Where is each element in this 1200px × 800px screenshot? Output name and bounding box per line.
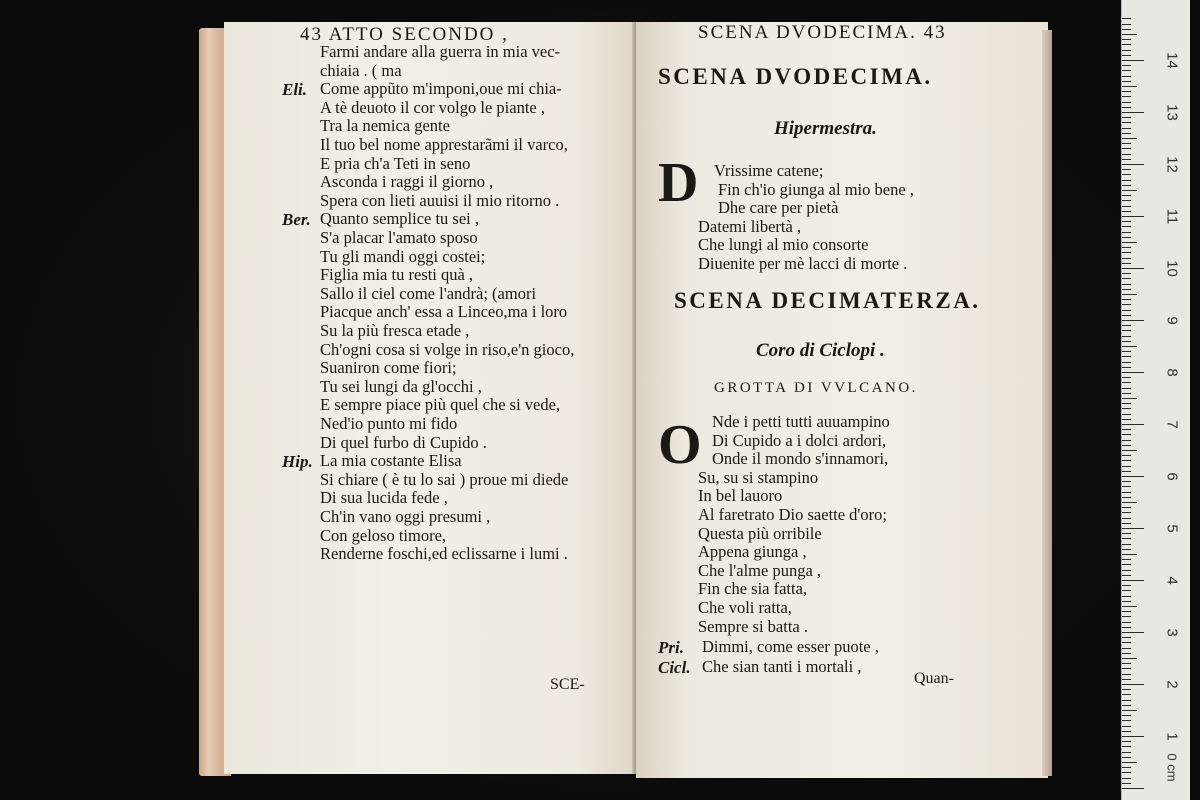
ruler-tick (1122, 362, 1131, 363)
ruler-tick (1122, 486, 1131, 487)
left-catchword: SCE- (550, 676, 585, 693)
verse-line: Asconda i raggi il giorno , (320, 172, 494, 192)
ruler-tick (1122, 414, 1131, 415)
ruler-tick (1122, 325, 1131, 326)
verse-line: Su, su si stampino (698, 467, 819, 487)
ruler-tick (1122, 554, 1137, 555)
ruler-number: 11 (1163, 208, 1181, 225)
ruler-number: 14 (1163, 52, 1181, 69)
ruler-tick (1122, 65, 1131, 66)
ruler-tick (1122, 50, 1131, 51)
ruler-tick (1122, 159, 1131, 160)
ruler-number: 5 (1163, 524, 1181, 533)
ruler-tick (1122, 606, 1137, 607)
ruler-number: 1 (1163, 732, 1181, 741)
verse-line: E sempre piace più quel che si vede, (320, 395, 561, 415)
ruler-tick (1122, 102, 1131, 103)
ruler-tick (1122, 663, 1131, 664)
ruler-tick (1122, 585, 1131, 586)
ruler-tick (1122, 512, 1131, 513)
ruler-tick (1122, 403, 1131, 404)
ruler-tick (1122, 341, 1131, 342)
ruler-tick (1122, 746, 1131, 747)
speaker-label: Hip. (282, 452, 313, 472)
ruler-tick (1122, 299, 1131, 300)
ruler-tick (1122, 544, 1131, 545)
verse-line: Questa più orribile (698, 523, 822, 543)
verse-line: Datemi libertà , (698, 216, 802, 236)
ruler-tick (1122, 388, 1131, 389)
ruler-tick (1122, 648, 1131, 649)
ruler-tick (1122, 419, 1131, 420)
ruler-tick (1122, 481, 1131, 482)
ruler-tick (1122, 601, 1131, 602)
scene-twelve-dropcap: D (658, 152, 699, 214)
ruler-tick (1122, 492, 1131, 493)
verse-line: Di sua lucida fede , (320, 488, 448, 508)
ruler-tick (1122, 752, 1131, 753)
ruler-tick (1122, 653, 1131, 654)
ruler-tick (1122, 741, 1131, 742)
ruler-tick (1122, 460, 1131, 461)
ruler-tick (1122, 81, 1131, 82)
ruler-tick (1122, 44, 1131, 45)
ruler-tick (1122, 195, 1131, 196)
right-catchword: Quan- (914, 670, 954, 687)
ruler-tick (1122, 190, 1137, 191)
speaker-label: Eli. (282, 80, 308, 100)
verse-line: Spera con lieti auuisi il mio ritorno . (320, 190, 560, 210)
ruler-number: 6 (1163, 472, 1181, 481)
ruler-tick (1122, 91, 1131, 92)
scene-thirteen-title: SCENA DECIMATERZA. (674, 288, 981, 313)
verse-line: Che l'alme punga , (698, 560, 822, 580)
verse-line: Onde il mondo s'innamori, (712, 449, 889, 469)
ruler-tick (1122, 133, 1131, 134)
ruler-tick (1122, 112, 1144, 113)
ruler-tick (1122, 533, 1131, 534)
verse-line: Con geloso timore, (320, 525, 447, 545)
ruler-tick (1122, 367, 1131, 368)
ruler-tick (1122, 497, 1131, 498)
ruler-tick (1122, 221, 1131, 222)
ruler-tick (1122, 55, 1131, 56)
ruler-tick (1122, 450, 1137, 451)
scene-thirteen-setting: GROTTA DI VVLCANO. (714, 380, 918, 396)
ruler-number: 12 (1163, 156, 1181, 173)
ruler-tick (1122, 174, 1131, 175)
verse-line: Il tuo bel nome apprestarãmi il varco, (320, 135, 568, 154)
ruler-tick (1122, 86, 1137, 87)
scene-twelve-character: Hipermestra. (774, 118, 877, 139)
ruler-tick (1122, 315, 1131, 316)
verse-line: Come appũto m'imponi,oue mi chia- (320, 79, 562, 99)
ruler-number: 4 (1163, 576, 1181, 585)
verse-line: Renderne foschi,ed eclissarne i lumi . (320, 544, 568, 564)
ruler-tick (1122, 310, 1131, 311)
ruler-tick (1122, 252, 1131, 253)
ruler-tick (1122, 637, 1131, 638)
right-running-head: SCENA DVODECIMA. 43 (698, 22, 947, 43)
ruler-tick (1122, 393, 1131, 394)
verse-line: Suaniron come fiori; (320, 358, 457, 378)
scene-twelve-title: SCENA DVODECIMA. (658, 64, 933, 89)
verse-line: Di quel furbo di Cupido . (320, 432, 487, 452)
ruler-tick (1122, 39, 1131, 40)
verse-line: Nde i petti tutti auuampino (712, 412, 890, 431)
verse-line: Farmi andare alla guerra in mia vec- (320, 42, 561, 61)
speaker-label: Ber. (282, 210, 311, 230)
ruler-tick (1122, 34, 1137, 35)
ruler-tick (1122, 377, 1131, 378)
ruler-tick (1122, 320, 1144, 321)
ruler-tick (1122, 216, 1144, 217)
ruler-tick (1122, 96, 1131, 97)
ruler-tick (1122, 559, 1131, 560)
ruler-tick (1122, 232, 1131, 233)
ruler-tick (1122, 616, 1131, 617)
ruler-tick (1122, 351, 1131, 352)
ruler-number: 9 (1163, 316, 1181, 325)
ruler-tick (1122, 273, 1131, 274)
verse-line: Quanto semplice tu sei , (320, 209, 480, 229)
measurement-ruler (1121, 0, 1190, 800)
ruler-tick (1122, 689, 1131, 690)
verse-line: Ch'ogni cosa si volge in riso,e'n gioco, (320, 339, 575, 359)
ruler-tick (1122, 424, 1144, 425)
verse-line: A tè deuoto il cor volgo le piante , (320, 97, 545, 117)
ruler-tick (1122, 258, 1131, 259)
speaker-label: Cicl. (658, 658, 691, 677)
verse-line: Fin ch'io giunga al mio bene , (718, 179, 914, 199)
ruler-tick (1122, 284, 1131, 285)
ruler-tick (1122, 107, 1131, 108)
ruler-tick (1122, 60, 1144, 61)
ruler-tick (1122, 382, 1131, 383)
ruler-tick (1122, 429, 1131, 430)
ruler-tick (1122, 596, 1131, 597)
left-running-head: 43 ATTO SECONDO , (300, 24, 509, 45)
ruler-tick (1122, 564, 1131, 565)
ruler-tick (1122, 580, 1144, 581)
ruler-number: 2 (1163, 680, 1181, 689)
ruler-number: 8 (1163, 368, 1181, 377)
ruler-tick (1122, 632, 1144, 633)
verse-line: Ned'io punto mi fido (320, 414, 458, 433)
verse-line: Fin che sia fatta, (698, 579, 808, 599)
ruler-tick (1122, 278, 1131, 279)
ruler-tick (1122, 226, 1131, 227)
verse-line: Appena giunga , (698, 542, 807, 562)
ruler-tick (1122, 705, 1131, 706)
right-page (636, 22, 1048, 778)
ruler-tick (1122, 710, 1137, 711)
verse-line: S'a placar l'amato sposo (320, 228, 478, 247)
ruler-tick (1122, 528, 1144, 529)
ruler-tick (1122, 523, 1131, 524)
ruler-tick (1122, 570, 1131, 571)
verse-line: Dimmi, come esser puote , (702, 637, 879, 656)
ruler-tick (1122, 434, 1131, 435)
verse-line: E pria ch'a Teti in seno (320, 153, 471, 173)
ruler-tick (1122, 538, 1131, 539)
verse-line: chiaia . ( ma (320, 60, 402, 80)
ruler-tick (1122, 767, 1131, 768)
ruler-tick (1122, 268, 1144, 269)
ruler-tick (1122, 164, 1144, 165)
verse-line: Figlia mia tu resti quà , (320, 265, 474, 285)
verse-line: Che lungi al mio consorte (698, 235, 869, 255)
ruler-tick (1122, 289, 1131, 290)
ruler-tick (1122, 627, 1131, 628)
ruler-tick (1122, 138, 1137, 139)
ruler-tick (1122, 180, 1131, 181)
ruler-tick (1122, 611, 1131, 612)
ruler-tick (1122, 715, 1131, 716)
ruler-tick (1122, 24, 1131, 25)
ruler-tick (1122, 200, 1131, 201)
ruler-tick (1122, 466, 1131, 467)
ruler-tick (1122, 674, 1131, 675)
ruler-unit-label: 0 cm (1164, 753, 1180, 782)
ruler-tick (1122, 700, 1131, 701)
ruler-tick (1122, 679, 1131, 680)
ruler-tick (1122, 263, 1131, 264)
ruler-tick (1122, 622, 1131, 623)
ruler-tick (1122, 294, 1137, 295)
ruler-tick (1122, 408, 1131, 409)
ruler-tick (1122, 736, 1144, 737)
ruler-tick (1122, 18, 1131, 19)
ruler-tick (1122, 445, 1131, 446)
ruler-tick (1122, 731, 1131, 732)
ruler-tick (1122, 440, 1131, 441)
ruler-tick (1122, 658, 1137, 659)
ruler-number: 7 (1163, 420, 1181, 429)
verse-line: Su la più fresca etade , (320, 321, 470, 340)
scene-thirteen-dropcap: O (658, 414, 702, 476)
ruler-number: 3 (1163, 628, 1181, 637)
ruler-tick (1122, 575, 1131, 576)
scene-thirteen-character: Coro di Ciclopi . (756, 340, 885, 361)
verse-line: Tra la nemica gente (320, 116, 450, 136)
verse-line: Di Cupido a i dolci ardori, (712, 430, 887, 450)
ruler-tick (1122, 70, 1131, 71)
ruler-tick (1122, 726, 1131, 727)
ruler-tick (1122, 237, 1131, 238)
verse-line: Tu gli mandi oggi costei; (320, 246, 486, 266)
ruler-tick (1122, 304, 1131, 305)
ruler-tick (1122, 762, 1137, 763)
ruler-tick (1122, 668, 1131, 669)
ruler-tick (1122, 502, 1137, 503)
ruler-tick (1122, 117, 1131, 118)
ruler-tick (1122, 772, 1131, 773)
book-right-edge (1042, 30, 1052, 776)
ruler-tick (1122, 549, 1131, 550)
ruler-tick (1122, 590, 1131, 591)
ruler-tick (1122, 154, 1131, 155)
verse-line: Ch'in vano oggi presumi , (320, 507, 491, 526)
ruler-number: 10 (1163, 260, 1181, 277)
verse-line: Vrissime catene; (714, 161, 824, 180)
ruler-tick (1122, 29, 1131, 30)
ruler-tick (1122, 336, 1131, 337)
ruler-tick (1122, 720, 1131, 721)
ruler-tick (1122, 471, 1131, 472)
ruler-tick (1122, 694, 1131, 695)
ruler-tick (1122, 148, 1131, 149)
ruler-tick (1122, 788, 1144, 789)
verse-line: La mia costante Elisa (320, 451, 462, 471)
ruler-number: 13 (1163, 104, 1181, 121)
ruler-tick (1122, 143, 1131, 144)
ruler-tick (1122, 128, 1131, 129)
ruler-tick (1122, 247, 1131, 248)
verse-line: Che sian tanti i mortali , (702, 657, 862, 676)
ruler-tick (1122, 684, 1144, 685)
verse-line: Sallo il ciel come l'andrà; (amori (320, 283, 537, 303)
verse-line: Al faretrato Dio saette d'oro; (698, 505, 887, 524)
verse-line: Dhe care per pietà (718, 198, 839, 218)
speaker-label: Pri. (658, 638, 684, 657)
ruler-tick (1122, 242, 1137, 243)
left-page (224, 22, 638, 774)
ruler-tick (1122, 211, 1131, 212)
ruler-tick (1122, 346, 1137, 347)
ruler-tick (1122, 757, 1131, 758)
verse-line: Si chiare ( è tu lo sai ) proue mi diede (320, 469, 569, 489)
verse-line: Sempre si batta . (698, 616, 808, 636)
verse-line: Che voli ratta, (698, 598, 792, 617)
ruler-tick (1122, 330, 1131, 331)
ruler-tick (1122, 206, 1131, 207)
ruler-tick (1122, 507, 1131, 508)
ruler-tick (1122, 778, 1131, 779)
ruler-tick (1122, 783, 1131, 784)
ruler-tick (1122, 455, 1131, 456)
ruler-tick (1122, 169, 1131, 170)
verse-line: Diuenite per mè lacci di morte . (698, 254, 908, 273)
ruler-tick (1122, 356, 1131, 357)
ruler-tick (1122, 398, 1137, 399)
ruler-tick (1122, 372, 1144, 373)
ruler-tick (1122, 122, 1131, 123)
verse-line: In bel lauoro (698, 486, 783, 506)
verse-line: Tu sei lungi da gl'occhi , (320, 376, 482, 396)
ruler-tick (1122, 185, 1131, 186)
ruler-tick (1122, 642, 1131, 643)
ruler-tick (1122, 518, 1131, 519)
ruler-tick (1122, 76, 1131, 77)
ruler-tick (1122, 476, 1144, 477)
verse-line: Piacque anch' essa a Linceo,ma i loro (320, 302, 568, 322)
